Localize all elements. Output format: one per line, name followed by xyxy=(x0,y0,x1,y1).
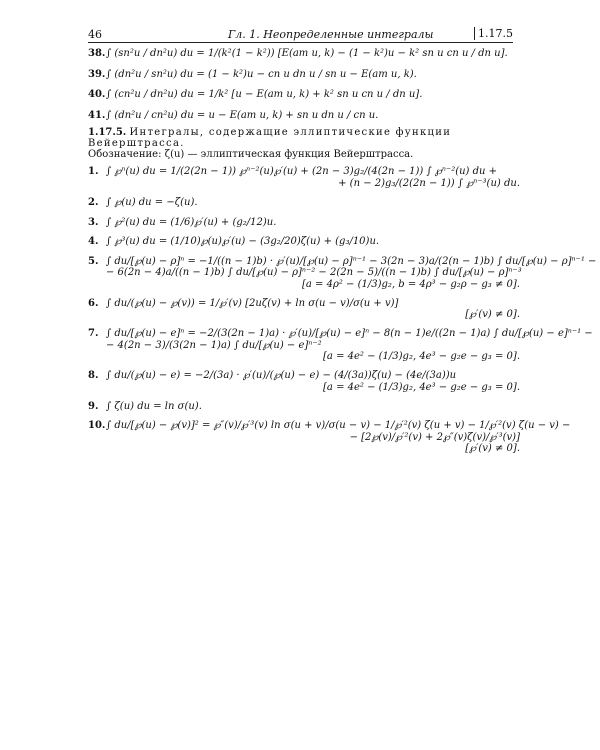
formula-number: 5. xyxy=(88,255,99,267)
formula-continuation: + (n − 2)g₃/(2(2n − 1)) ∫ ℘ⁿ⁻³(u) du. xyxy=(338,177,520,189)
formula-text: ∫ (cn²u / dn²u) du = 1/k² [u − E(am u, k) + k² sn u cn u / dn u]. xyxy=(106,89,423,100)
formula-number: 9. xyxy=(88,400,99,412)
formula-entry-4 xyxy=(88,236,520,248)
formula-entry-10 xyxy=(88,420,571,432)
formula-condition: [a = 4ρ² − (1/3)g₂, b = 4ρ³ − g₂ρ − g₃ ≠ 0]. xyxy=(302,278,520,290)
formula-number: 8. xyxy=(88,370,99,381)
formula-list xyxy=(88,166,597,454)
formula-condition: [a = 4e² − (1/3)g₂, 4e³ − g₂e − g₃ = 0]. xyxy=(323,351,520,362)
formula-text: ∫ ℘ⁿ(u) du = 1/(2(2n − 1)) ℘ⁿ⁻²(u)℘′(u) + (2n − 3)g₂/(4(2n − 1)) ∫ ℘ⁿ⁻²(u) du + xyxy=(106,166,498,177)
page-number: 46 xyxy=(88,28,102,41)
formula-number: 39. xyxy=(88,68,106,80)
formula-text: ∫ (dn²u / cn²u) du = u − E(am u, k) + sn u dn u / cn u. xyxy=(106,109,379,121)
formula-entry-38 xyxy=(88,48,520,60)
formula-text: ∫ du/[℘(u) − e]ⁿ = −2/(3(2n − 1)a) · ℘′(u)/[℘(u) − e]ⁿ − 8(n − 1)e/((2n − 1)a) ∫ du/[℘(u) − e]ⁿ⁻¹ − xyxy=(106,328,593,339)
formula-entry-1 xyxy=(88,166,520,178)
formula-number: 4. xyxy=(88,236,99,247)
section-title: Интегралы, содержащие эллиптические функции Вейерштрасса. xyxy=(88,127,452,149)
formula-continuation: − 6(2n − 4)a/((n − 1)b) ∫ du/[℘(u) − ρ]ⁿ⁻² − 2(2n − 5)/((n − 1)b) ∫ du/[℘(u) − ρ]ⁿ⁻³ xyxy=(106,267,522,278)
formula-text: ∫ ζ(u) du = ln σ(u). xyxy=(106,400,202,412)
notation-line: Обозначение: ζ(u) — эллиптическая функция Вейерштрасса. xyxy=(88,149,414,160)
running-header xyxy=(88,28,513,43)
formula-number: 1. xyxy=(88,166,99,177)
formula-entry-40 xyxy=(88,89,520,101)
formula-text: ∫ du/[℘(u) − ρ]ⁿ = −1/((n − 1)b) · ℘′(u)/[℘(u) − ρ]ⁿ⁻¹ − 3(2n − 3)a/(2(n − 1)b) ∫ du/[℘(u) − ρ]ⁿ⁻¹ − xyxy=(106,255,597,267)
formula-continuation: − [2℘(v)/℘′²(v) + 2℘″(v)ζ(v)/℘′³(v)] xyxy=(349,431,520,443)
formula-entry-2 xyxy=(88,197,520,209)
formula-entry-8 xyxy=(88,370,520,382)
formula-number: 10. xyxy=(88,420,106,431)
chapter-title: Гл. 1. Неопределенные интегралы xyxy=(228,28,434,41)
formula-text: ∫ du/(℘(u) − ℘(v)) = 1/℘′(v) [2uζ(v) + ln σ(u − v)/σ(u + v)] xyxy=(106,297,399,309)
formula-number: 38. xyxy=(88,48,106,59)
formula-list-top xyxy=(88,48,520,121)
formula-text: ∫ du/[℘(u) − ℘(v)]² = ℘″(v)/℘′³(v) ln σ(u + v)/σ(u − v) − 1/℘′²(v) ζ(u + v) − 1/℘′²(v) ζ(u − v) − xyxy=(106,420,571,431)
section-heading xyxy=(88,127,520,149)
formula-entry-7 xyxy=(88,328,593,340)
formula-condition: [a = 4e² − (1/3)g₂, 4e³ − g₂e − g₃ = 0]. xyxy=(323,381,520,393)
formula-entry-6 xyxy=(88,298,520,310)
formula-text: ∫ du/(℘(u) − e) = −2/(3a) · ℘′(u)/(℘(u) − e) − (4/(3a))ζ(u) − (4e/(3a))u xyxy=(106,370,457,381)
formula-number: 2. xyxy=(88,197,99,208)
formula-condition: [℘′(v) ≠ 0]. xyxy=(465,309,520,320)
formula-number: 40. xyxy=(88,89,106,100)
section-reference: 1.17.5 xyxy=(474,27,513,40)
formula-number: 6. xyxy=(88,297,99,309)
formula-entry-5 xyxy=(88,255,597,268)
formula-entry-39 xyxy=(88,69,520,81)
formula-text: ∫ ℘³(u) du = (1/10)℘(u)℘′(u) − (3g₂/20)ζ(u) + (g₃/10)u. xyxy=(106,236,380,247)
section-number: 1.17.5. xyxy=(88,127,127,138)
formula-text: ∫ (sn²u / dn²u) du = 1/(k²(1 − k²)) [E(am u, k) − (1 − k²)u − k² sn u cn u / dn u]. xyxy=(106,48,508,59)
formula-entry-41 xyxy=(88,110,520,122)
formula-text: ∫ (dn²u / sn²u) du = (1 − k²)u − cn u dn u / sn u − E(am u, k). xyxy=(106,68,417,80)
formula-entry-9 xyxy=(88,401,520,413)
formula-number: 3. xyxy=(88,216,99,228)
formula-content xyxy=(88,48,597,454)
formula-continuation: − 4(2n − 3)/(3(2n − 1)a) ∫ du/[℘(u) − e]ⁿ⁻² xyxy=(106,339,322,351)
formula-text: ∫ ℘²(u) du = (1/6)℘′(u) + (g₂/12)u. xyxy=(106,216,277,228)
formula-number: 7. xyxy=(88,328,99,339)
formula-condition: [℘′(v) ≠ 0]. xyxy=(465,443,520,454)
formula-text: ∫ ℘(u) du = −ζ(u). xyxy=(106,197,198,208)
formula-entry-3 xyxy=(88,217,520,229)
formula-number: 41. xyxy=(88,109,106,121)
